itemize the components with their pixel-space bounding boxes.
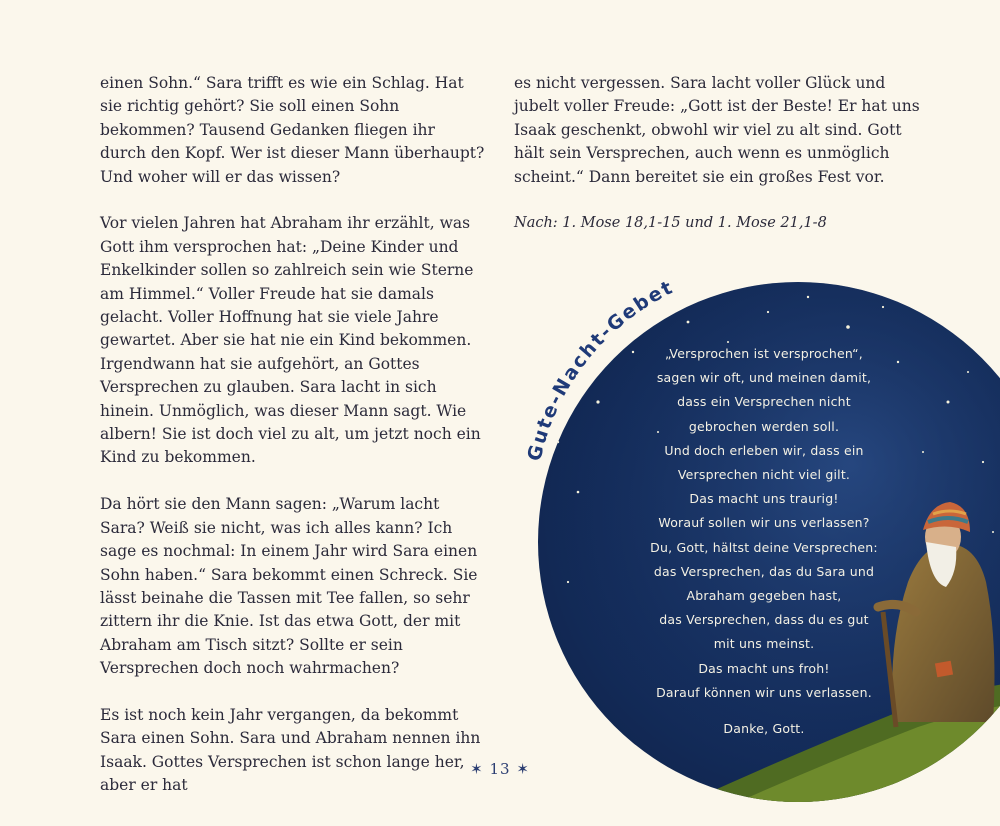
prayer-line: Darauf können wir uns verlassen. <box>656 684 872 700</box>
paragraph: Vor vielen Jahren hat Abraham ihr erzählt, was Gott ihm versprochen hat: „Deine Kinder und Enkelkinder sollen so zahlreich sein wie Sterne am Himmel.“ Voller Freude hat sie damals gelacht. Voller Hoffnung hat sie viele Jahre gewartet. Aber sie hat nie ein Kind bekommen. Irgendwann hat sie aufgehört, an Gottes Versprechen zu glauben. Sara lacht in sich hinein. Unmöglich, was dieser Mann sagt. Wie albern! Sie ist doch viel zu alt, um jetzt noch ein Kind zu bekommen. <box>100 214 481 467</box>
prayer-line: mit uns meinst. <box>713 636 815 652</box>
paragraph: es nicht vergessen. Sara lacht voller Glück und jubelt voller Freude: „Gott ist der Beste! Er hat uns Isaak geschenkt, obwohl wir viel zu alt sind. Gott hält sein Versprechen, auch wenn es unmöglich scheint.“ Dann bereitet sie ein großes Fest vor. <box>514 74 920 186</box>
prayer-line: Und doch erleben wir, dass ein <box>664 442 864 458</box>
prayer-line: Worauf sollen wir uns verlassen? <box>658 515 870 531</box>
ornament-star-icon: ✶ <box>516 760 530 778</box>
paragraph: Da hört sie den Mann sagen: „Warum lacht Sara? Weiß sie nicht, was ich alles kann? Ich sage es nochmal: In einem Jahr wird Sara einen Sohn haben.“ Sara bekommt einen Schreck. Sie lässt beinahe die Tassen mit Tee fallen, so sehr zittern ihr die Knie. Ist das etwa Gott, der mit Abraham am Tisch sitzt? Sollte er sein Versprechen doch noch wahrmachen? <box>100 495 478 678</box>
paragraph: einen Sohn.“ Sara trifft es wie ein Schlag. Hat sie richtig gehört? Sie soll einen Sohn bekommen? Tausend Gedanken fliegen ihr durch den Kopf. Wer ist dieser Mann überhaupt? Und woher will er das wissen? <box>100 74 485 186</box>
prayer-line: Du, Gott, hältst deine Versprechen: <box>650 539 878 555</box>
prayer-line: das Versprechen, dass du es gut <box>659 612 869 628</box>
prayer-closing: Danke, Gott. <box>723 721 805 737</box>
prayer-line: gebrochen werden soll. <box>688 418 840 434</box>
bible-source-reference: Nach: 1. Mose 18,1-15 und 1. Mose 21,1-8 <box>514 215 827 232</box>
good-night-prayer <box>606 342 922 741</box>
prayer-line: Das macht uns froh! <box>698 660 830 676</box>
page-number-value: 13 <box>489 760 511 778</box>
prayer-title: Gute-Nacht-Gebet <box>523 275 678 464</box>
prayer-line: Versprechen nicht viel gilt. <box>677 467 851 483</box>
page-number <box>0 760 1000 778</box>
paragraph: Es ist noch kein Jahr vergangen, da bekommt Sara einen Sohn. Sara und Abraham nennen ihn Isaak. Gottes Versprechen ist schon lange her, aber er hat <box>100 705 481 795</box>
prayer-line: dass ein Versprechen nicht <box>677 394 851 410</box>
prayer-line: das Versprechen, das du Sara und <box>653 563 875 579</box>
prayer-line: „Versprochen ist versprochen“, <box>665 346 863 361</box>
ornament-star-icon: ✶ <box>470 760 484 778</box>
prayer-line: Das macht uns traurig! <box>689 491 839 507</box>
prayer-line: sagen wir oft, und meinen damit, <box>656 370 872 386</box>
prayer-line: Abraham gegeben hast, <box>686 588 842 604</box>
